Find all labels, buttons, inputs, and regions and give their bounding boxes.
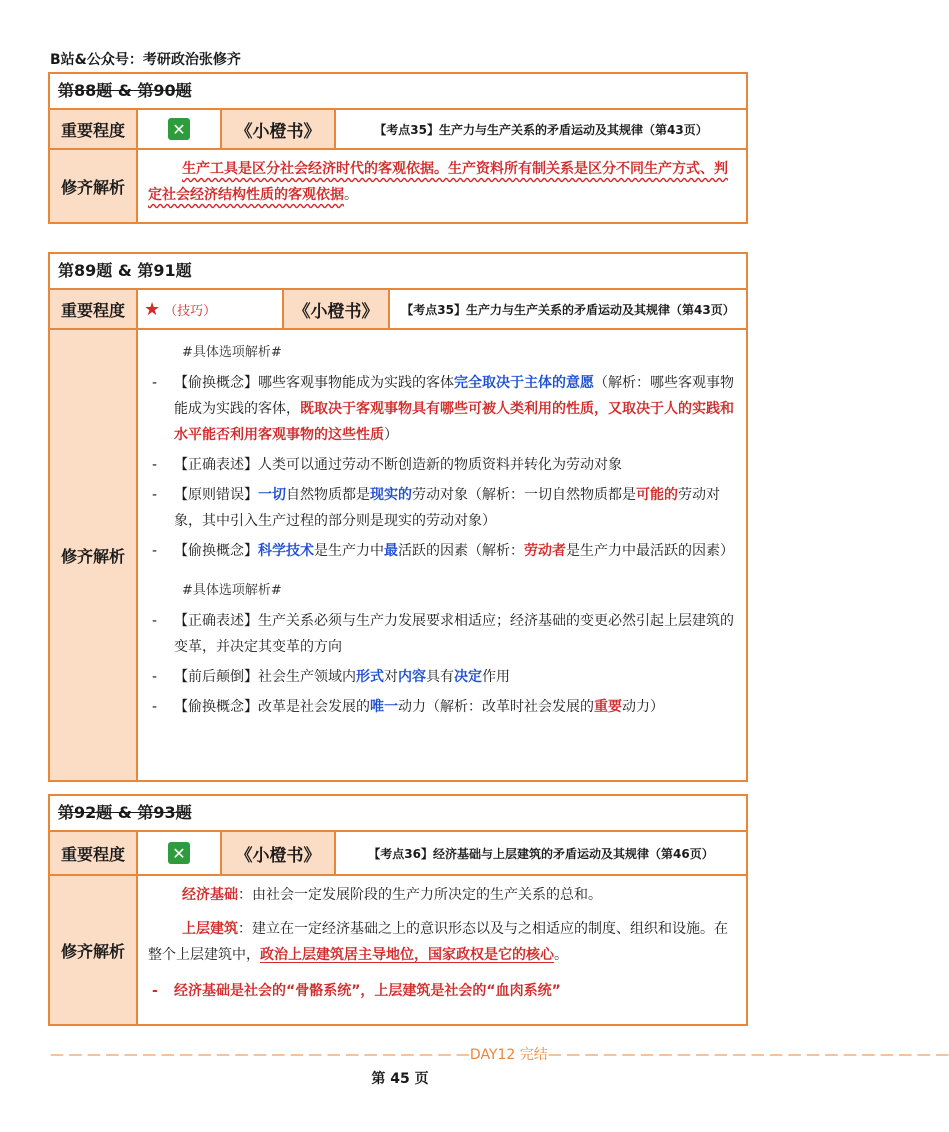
analysis-label: 修齐解析 <box>50 876 138 1024</box>
topic-reference: 【考点35】生产力与生产关系的矛盾运动及其规律（第43页） <box>374 122 708 137</box>
analysis-label: 修齐解析 <box>50 330 138 780</box>
importance-cell <box>138 290 284 328</box>
block-title: 第89题 & 第91题 <box>50 254 746 290</box>
analysis-content <box>138 876 746 1024</box>
cross-mark-icon: ✕ <box>168 118 190 140</box>
list-item: - 【正确表述】人类可以通过劳动不断创造新的物质资料并转化为劳动对象 <box>152 457 622 473</box>
cross-mark-icon: ✕ <box>168 842 190 864</box>
page-number: 第 45 页 <box>371 1071 429 1087</box>
analysis-label: 修齐解析 <box>50 150 138 222</box>
list-item: - 【偷换概念】科学技术是生产力中最活跃的因素（解析：劳动者是生产力中最活跃的因素） <box>152 543 734 559</box>
sub-heading: #具体选项解析# <box>182 583 282 598</box>
sub-heading: #具体选项解析# <box>182 345 282 360</box>
header-channel: B站&公众号：考研政治张修齐 <box>50 52 241 68</box>
book-title: 《小橙书》 <box>222 110 336 148</box>
importance-label: 重要程度 <box>50 290 138 328</box>
topic-reference: 【考点36】经济基础与上层建筑的矛盾运动及其规律（第46页） <box>368 846 714 861</box>
importance-cell <box>138 832 222 874</box>
book-title: 《小橙书》 <box>222 832 336 874</box>
list-item: - 【前后颠倒】社会生产领域内形式对内容具有决定作用 <box>152 669 510 685</box>
block-title: 第92题 & 第93题 <box>50 796 746 832</box>
importance-label: 重要程度 <box>50 110 138 148</box>
book-title: 《小橙书》 <box>284 290 390 328</box>
list-item: - 经济基础是社会的“骨骼系统”，上层建筑是社会的“血肉系统” <box>152 983 561 999</box>
skill-hint: （技巧） <box>164 303 217 319</box>
question-block-92-93 <box>48 794 748 1026</box>
question-block-88-90 <box>48 72 748 224</box>
list-item: - 【原则错误】一切自然物质都是现实的劳动对象（解析：一切自然物质都是可能的劳动对象，其中引入生产过程的部分则是现实的劳动对象） <box>152 487 720 529</box>
topic-reference: 【考点35】生产力与生产关系的矛盾运动及其规律（第43页） <box>401 302 735 317</box>
key-point-2: 生产资料所有制关系是区分不同生产方式、判定社会经济结构性质的客观依据 <box>148 161 728 203</box>
block-title: 第88题 & 第90题 <box>50 74 746 110</box>
definition-superstructure: 上层建筑：建立在一定经济基础之上的意识形态以及与之相适应的制度、组织和设施。在整个上层建筑中，政治上层建筑居主导地位，国家政权是它的核心。 <box>148 921 728 963</box>
list-item: - 【偷换概念】改革是社会发展的唯一动力（解析：改革时社会发展的重要动力） <box>152 699 664 715</box>
importance-cell <box>138 110 222 148</box>
list-item: - 【正确表述】生产关系必须与生产力发展要求相适应；经济基础的变更必然引起上层建筑的变革，并决定其变革的方向 <box>152 613 734 655</box>
list-item: - 【偷换概念】哪些客观事物能成为实践的客体完全取决于主体的意愿（解析：哪些客观事物能成为实践的客体，既取决于客观事物具有哪些可被人类利用的性质，又取决于人的实践和水平能否利用客观事物的这些性质） <box>152 375 734 443</box>
star-icon: ★ <box>144 298 161 320</box>
question-block-89-91 <box>48 252 748 782</box>
analysis-content: 生产工具是区分社会经济时代的客观依据。生产资料所有制关系是区分不同生产方式、判定社会经济结构性质的客观依据。 <box>148 161 728 203</box>
footer-divider: — — — — — — — — — — — — — — — — — — — — — — —DAY12 完结— — — — — — — — — — — — — — — — — — — — — — <box>50 1047 949 1063</box>
definition-economic-base: 经济基础：由社会一定发展阶段的生产力所决定的生产关系的总和。 <box>182 887 602 903</box>
analysis-content <box>138 330 746 780</box>
key-point-1: 生产工具是区分社会经济时代的客观依据。 <box>182 161 448 177</box>
importance-label: 重要程度 <box>50 832 138 874</box>
footer-label: DAY12 完结 <box>469 1047 548 1063</box>
